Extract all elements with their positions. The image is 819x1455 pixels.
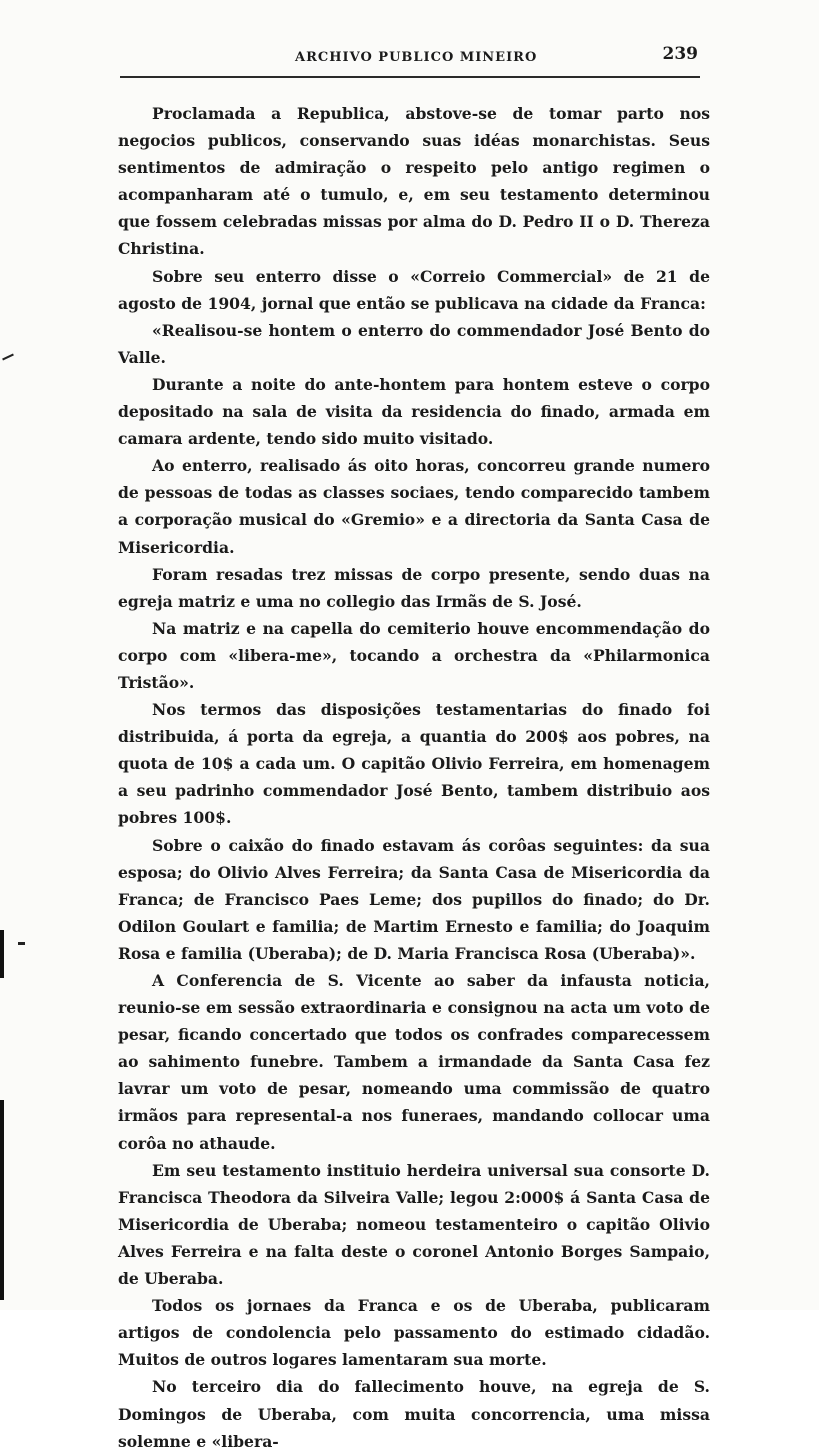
paragraph: Ao enterro, realisado ás oito horas, concorreu grande numero de pessoas de todas as classes sociaes, tendo comparecido tambem a corporação musical do «Gremio» e a directoria da Santa Casa de Misericordia. (118, 456, 710, 557)
paragraph: Foram resadas trez missas de corpo presente, sendo duas na egreja matriz e uma no collegio das Irmãs de S. José. (118, 564, 710, 611)
page-header (120, 44, 700, 78)
margin-scan-mark (18, 942, 25, 945)
paragraph: Todos os jornaes da Franca e os de Uberaba, publicaram artigos de condolencia pelo passamento do estimado cidadão. Muitos de outros logares lamentaram sua morte. (118, 1296, 710, 1370)
header-rule (120, 76, 700, 78)
paragraph: Durante a noite do ante-hontem para hontem esteve o corpo depositado na sala de visita da residencia do finado, armada em camara ardente, tendo sido muito visitado. (118, 374, 710, 449)
paragraph: Sobre o caixão do finado estavam ás corôas seguintes: da sua esposa; do Olivio Alves Ferreira; da Santa Casa de Misericordia da Franca; de Francisco Paes Leme; dos pupillos do finado; do Dr. Odilon Goulart e familia; de Martim Ernesto e familia; do Joaquim Rosa e familia (Uberaba); de D. Maria Francisca Rosa (Uberaba)». (118, 835, 710, 963)
margin-scan-mark (2, 354, 14, 361)
binding-edge-mark (0, 1100, 4, 1300)
paragraph: No terceiro dia do fallecimento houve, na egreja de S. Domingos de Uberaba, com muita concorrencia, uma missa solemne e «libera- (118, 1377, 710, 1451)
paragraph: Sobre seu enterro disse o «Correio Commercial» de 21 de agosto de 1904, jornal que então se publicava na cidade da Franca: (118, 266, 710, 313)
paragraph: Em seu testamento instituio herdeira universal sua consorte D. Francisca Theodora da Silveira Valle; legou 2:000$ á Santa Casa de Misericordia de Uberaba; nomeou testamenteiro o capitão Olivio Alves Ferreira e na falta deste o coronel Antonio Borges Sampaio, de Uberaba. (118, 1160, 710, 1289)
paragraph: Proclamada a Republica, abstove-se de tomar parto nos negocios publicos, conservando suas idéas monarchistas. Seus sentimentos de admiração o respeito pelo antigo regimen o acompanharam até o tumulo, e, em seu testamento determinou que fossem celebradas missas por alma do D. Pedro II o D. Thereza Christina. (118, 104, 710, 259)
running-title: ARCHIVO PUBLICO MINEIRO (295, 50, 538, 65)
paragraph: «Realisou-se hontem o enterro do commendador José Bento do Valle. (118, 320, 710, 367)
page-number: 239 (662, 44, 698, 64)
paragraph: Nos termos das disposições testamentarias do finado foi distribuida, á porta da egreja, a quantia do 200$ aos pobres, na quota de 10$ a cada um. O capitão Olivio Ferreira, em homenagem a seu padrinho commendador José Bento, tambem distribuio aos pobres 100$. (118, 700, 710, 828)
paragraph: A Conferencia de S. Vicente ao saber da infausta noticia, reunio-se em sessão extraordinaria e consignou na acta um voto de pesar, ficando concertado que todos os confrades comparecessem ao sahimento funebre. Tambem a irmandade da Santa Casa fez lavrar um voto de pesar, nomeando uma commissão de quatro irmãos para represental-a nos funeraes, mandando collocar uma corôa no athaude. (118, 971, 710, 1153)
binding-edge-mark (0, 930, 4, 978)
body-text (118, 100, 710, 1455)
paragraph: Na matriz e na capella do cemiterio houve encommendação do corpo com «libera-me», tocando a orchestra da «Philarmonica Tristão». (118, 618, 710, 692)
